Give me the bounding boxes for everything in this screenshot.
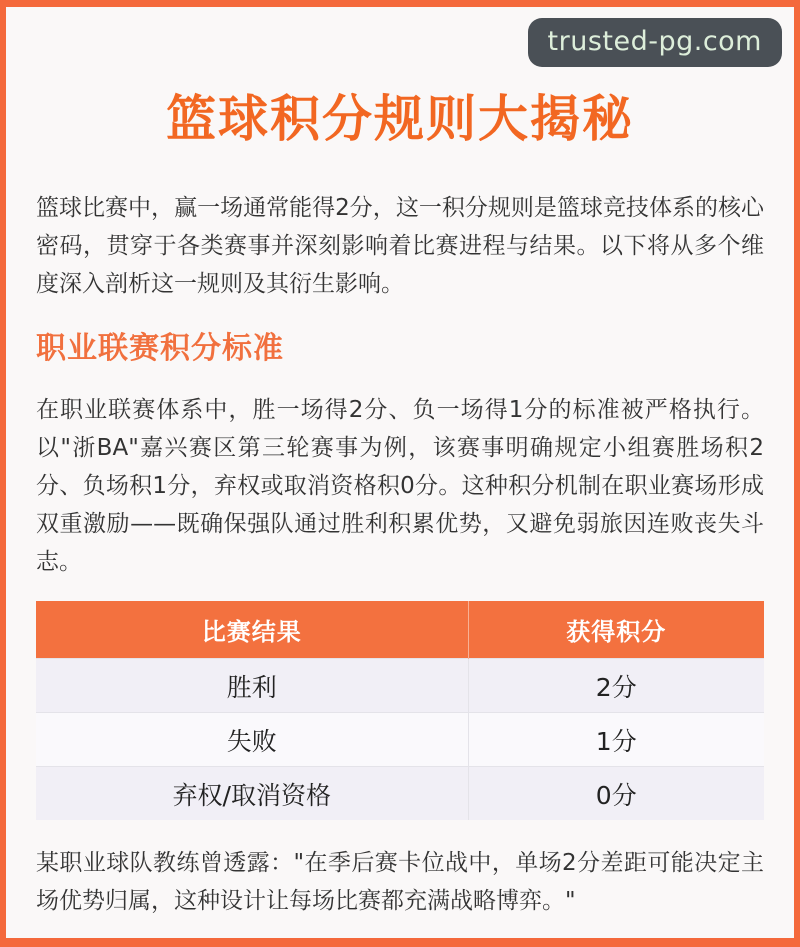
cell-result: 弃权/取消资格: [36, 767, 468, 821]
cell-result: 胜利: [36, 659, 468, 713]
table-header-points: 获得积分: [468, 601, 764, 659]
watermark-label: trusted-pg.com: [547, 26, 762, 57]
cell-result: 失败: [36, 713, 468, 767]
intro-paragraph: 篮球比赛中，赢一场通常能得2分，这一积分规则是篮球竞技体系的核心密码，贯穿于各类赛事并深刻影响着比赛进程与结果。以下将从多个维度深入剖析这一规则及其衍生影响。: [36, 195, 764, 297]
section-paragraph: 在职业联赛体系中，胜一场得2分、负一场得1分的标准被严格执行。以"浙BA"嘉兴赛区第三轮赛事为例，该赛事明确规定小组赛胜场积2分、负场积1分，弃权或取消资格积0分。这种积分机制在职业赛场形成双重激励——既确保强队通过胜利积累优势，又避免弱旅因连败丧失斗志。: [36, 397, 764, 575]
table-row: [36, 767, 764, 821]
table-row: [36, 713, 764, 767]
section-heading: 职业联赛积分标准: [36, 331, 284, 366]
table-row: [36, 659, 764, 713]
cell-points: 1分: [468, 713, 764, 767]
points-table: [36, 601, 764, 820]
cell-points: 2分: [468, 659, 764, 713]
quote-paragraph: 某职业球队教练曾透露："在季后赛卡位战中，单场2分差距可能决定主场优势归属，这种设计让每场比赛都充满战略博弈。": [36, 850, 764, 914]
table-header-result: 比赛结果: [36, 601, 468, 659]
watermark-badge: [528, 18, 782, 67]
page-title: 篮球积分规则大揭秘: [166, 90, 634, 148]
table-header-row: [36, 601, 764, 659]
cell-points: 0分: [468, 767, 764, 821]
